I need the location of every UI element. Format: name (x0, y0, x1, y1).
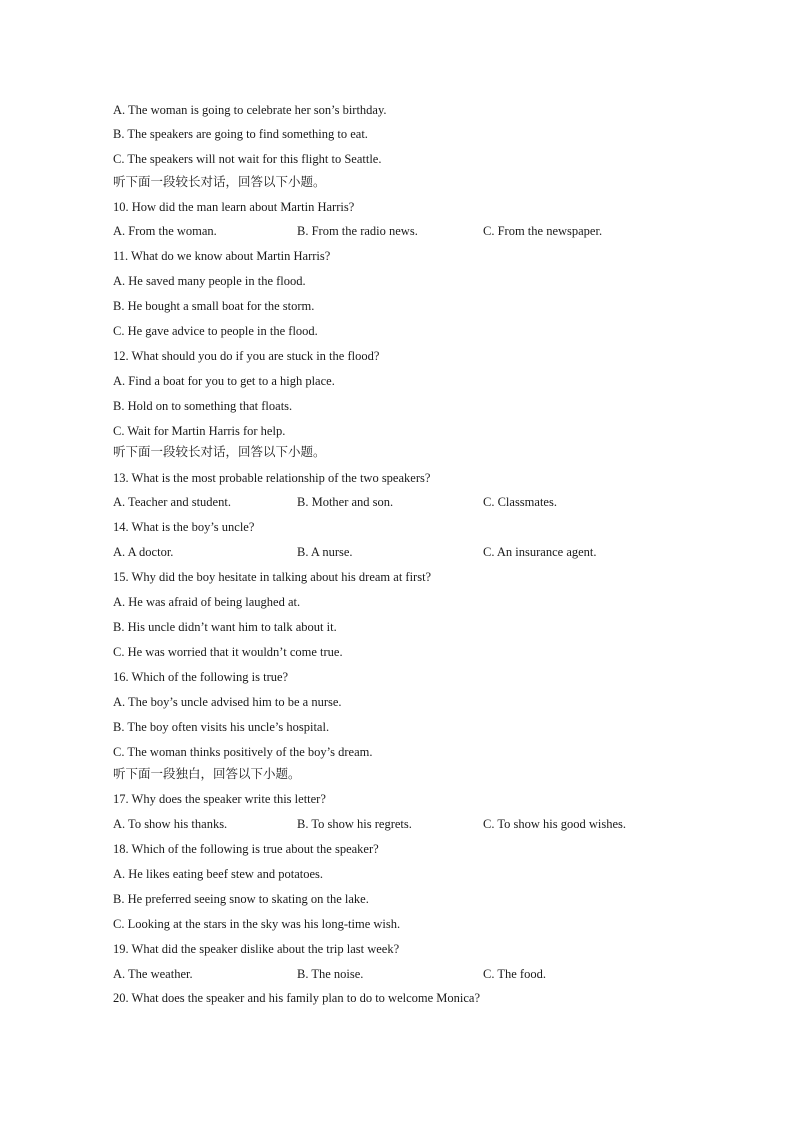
q12-option-b: B. Hold on to something that floats. (113, 399, 293, 413)
q14-stem: 14. What is the boy’s uncle? (113, 520, 255, 534)
q19-option-a: A. The weather. (113, 967, 193, 981)
section-heading-monologue: 听下面一段独白，回答以下小题。 (113, 766, 301, 781)
q13-option-b: B. Mother and son. (297, 495, 394, 509)
q16-option-b: B. The boy often visits his uncle’s hospital. (113, 720, 330, 734)
q14-option-a: A. A doctor. (113, 545, 174, 559)
q17-option-a: A. To show his thanks. (113, 817, 228, 831)
q15-option-c: C. He was worried that it wouldn’t come true. (113, 645, 343, 659)
q10-option-b: B. From the radio news. (297, 224, 418, 238)
section-heading-dialogue: 听下面一段较长对话，回答以下小题。 (113, 174, 326, 189)
q9-option-b: B. The speakers are going to find something to eat. (113, 127, 368, 141)
q19-option-b: B. The noise. (297, 967, 364, 981)
q13-option-c: C. Classmates. (483, 495, 557, 509)
q16-option-c: C. The woman thinks positively of the boy’s dream. (113, 745, 373, 759)
q10-stem: 10. How did the man learn about Martin Harris? (113, 200, 355, 214)
q14-option-b: B. A nurse. (297, 545, 353, 559)
q16-stem: 16. Which of the following is true? (113, 670, 289, 684)
q20-stem: 20. What does the speaker and his family plan to do to welcome Monica? (113, 991, 481, 1005)
q11-option-b: B. He bought a small boat for the storm. (113, 299, 315, 313)
q13-option-a: A. Teacher and student. (113, 495, 231, 509)
q11-option-c: C. He gave advice to people in the flood. (113, 324, 318, 338)
q19-option-c: C. The food. (483, 967, 546, 981)
q18-option-a: A. He likes eating beef stew and potatoes. (113, 867, 324, 881)
q9-option-c: C. The speakers will not wait for this flight to Seattle. (113, 152, 382, 166)
q17-option-c: C. To show his good wishes. (483, 817, 627, 831)
q18-option-c: C. Looking at the stars in the sky was his long-time wish. (113, 917, 401, 931)
q12-option-c: C. Wait for Martin Harris for help. (113, 424, 286, 438)
q15-stem: 15. Why did the boy hesitate in talking about his dream at first? (113, 570, 432, 584)
q14-option-c: C. An insurance agent. (483, 545, 597, 559)
section-heading-dialogue-2: 听下面一段较长对话，回答以下小题。 (113, 444, 326, 459)
q19-stem: 19. What did the speaker dislike about the trip last week? (113, 942, 400, 956)
q12-stem: 12. What should you do if you are stuck in the flood? (113, 349, 380, 363)
q15-option-a: A. He was afraid of being laughed at. (113, 595, 301, 609)
q10-option-a: A. From the woman. (113, 224, 217, 238)
q18-stem: 18. Which of the following is true about the speaker? (113, 842, 379, 856)
q10-option-c: C. From the newspaper. (483, 224, 603, 238)
q11-stem: 11. What do we know about Martin Harris? (113, 249, 331, 263)
q9-option-a: A. The woman is going to celebrate her son’s birthday. (113, 103, 387, 117)
q16-option-a: A. The boy’s uncle advised him to be a nurse. (113, 695, 342, 709)
q17-stem: 17. Why does the speaker write this letter? (113, 792, 326, 806)
q15-option-b: B. His uncle didn’t want him to talk about it. (113, 620, 337, 634)
q17-option-b: B. To show his regrets. (297, 817, 412, 831)
q18-option-b: B. He preferred seeing snow to skating on the lake. (113, 892, 369, 906)
q13-stem: 13. What is the most probable relationship of the two speakers? (113, 471, 431, 485)
q12-option-a: A. Find a boat for you to get to a high place. (113, 374, 335, 388)
q11-option-a: A. He saved many people in the flood. (113, 274, 306, 288)
